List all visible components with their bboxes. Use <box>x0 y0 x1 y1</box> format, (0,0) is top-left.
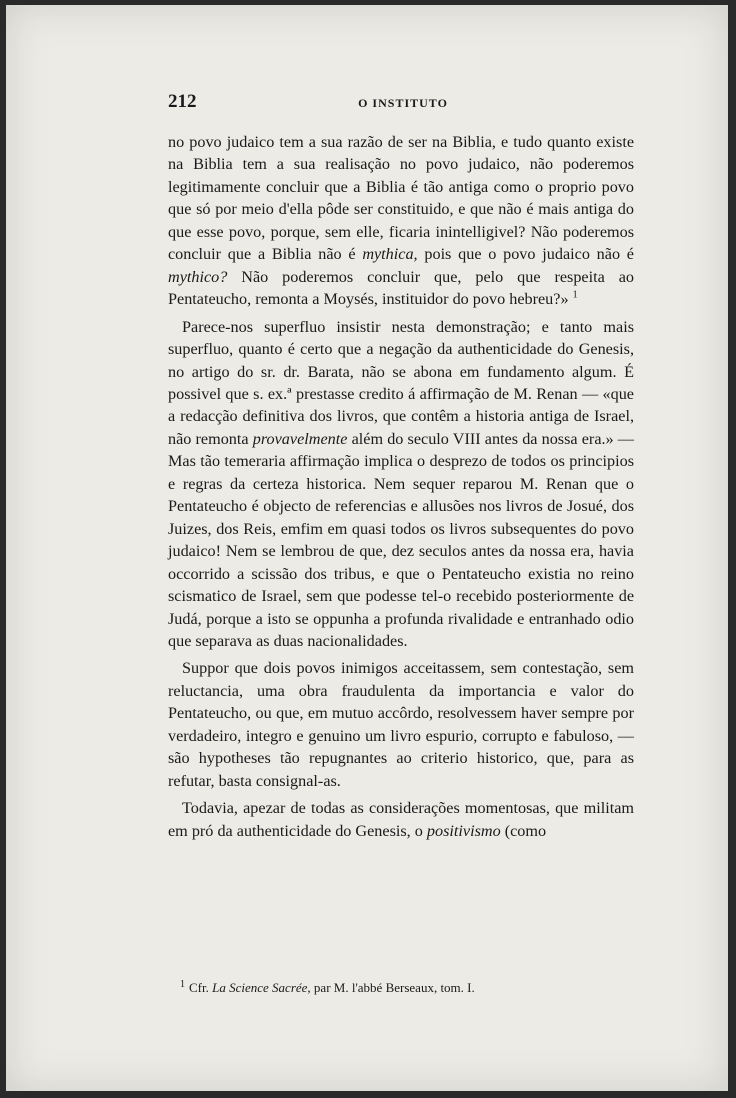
body-text <box>168 131 634 847</box>
p2-text-a: Parece-nos superfluo insistir nesta demonstração; e tanto mais superfluo, quanto é certo que a negação da authenticidade do Genesis, no artigo do sr. dr. Barata, não se abona em fundamento algum. É possivel que s. ex.ª prestasse credito á affirmação de M. Renan — «que a redacção definitiva dos livros, que contêm a historia antiga de Israel, não remonta <box>168 317 634 448</box>
footnote-prefix: Cfr. <box>189 980 213 995</box>
footnote-reference: 1 <box>572 289 578 301</box>
p1-text-a: no povo judaico tem a sua razão de ser na Biblia, e tudo quanto existe na Biblia tem a sua realisação no povo judaico, não poderemos legitimamente concluir que a Biblia é tão antiga como o proprio povo que só por meio d'ella pôde ser constituido, e que não é mais antiga do que esse povo, porque, sem elle, ficaria inintelligivel? Não poderemos concluir que a Biblia não é <box>168 133 634 264</box>
p1-text-b: pois que o povo judaico não é <box>417 245 634 264</box>
footnote-mark: 1 <box>180 978 185 990</box>
footnote-title: La Science Sacrée, <box>212 980 311 995</box>
footnote-suffix: par M. l'abbé Berseaux, tom. I. <box>310 980 475 995</box>
p3-text: Suppor que dois povos inimigos acceitassem, sem contestação, sem reluctancia, uma obra fraudulenta da importancia e valor do Pentateucho, ou que, em mutuo accôrdo, resolvessem haver sempre por verdadeiro, integro e genuino um livro espurio, corrupto e fabuloso, — são hypotheses tão repugnantes ao criterio historico, que, para as refutar, basta consignal-as. <box>168 659 634 790</box>
book-page <box>6 5 728 1091</box>
paragraph-3 <box>168 657 634 792</box>
p2-italic-provavelmente: provavelmente <box>252 429 348 448</box>
p1-text-c: Não poderemos concluir que, pelo que respeita ao Pentateucho, remonta a Moysés, instituidor do povo hebreu?» <box>168 267 634 309</box>
paragraph-2 <box>168 316 634 653</box>
running-title: O INSTITUTO <box>358 96 448 110</box>
p1-italic-mythica: mythica, <box>362 245 418 264</box>
p4-italic-positivismo: positivismo <box>426 821 501 840</box>
paragraph-1 <box>168 131 634 311</box>
p1-italic-mythico: mythico? <box>168 267 228 286</box>
paragraph-4 <box>168 797 634 842</box>
page-header <box>168 91 638 115</box>
p2-text-b: além do seculo VIII antes da nossa era.» — Mas tão temeraria affirmação implica o desprezo de todos os principios e regras da certeza historica. Nem sequer reparou M. Renan que o Pentateucho é objecto de referencias e allusões nos livros de Josué, dos Juizes, dos Reis, emfim em quasi todos os livros subsequentes do povo judaico! Nem se lembrou de que, dez seculos antes da nossa era, havia occorrido a scissão dos tribus, e que o Pentateucho existia no reino scismatico de Israel, sem que podesse tel-o recebido posteriormente de Judá, porque a isto se oppunha a profunda rivalidade e entranhado odio que separava as duas nacionalidades. <box>168 429 634 650</box>
page-number: 212 <box>168 91 197 112</box>
p4-text-a: Todavia, apezar de todas as considerações momentosas, que militam em pró da authenticidade do Genesis, o <box>168 799 634 840</box>
footnote <box>180 979 634 997</box>
p4-text-b: (como <box>500 821 547 840</box>
